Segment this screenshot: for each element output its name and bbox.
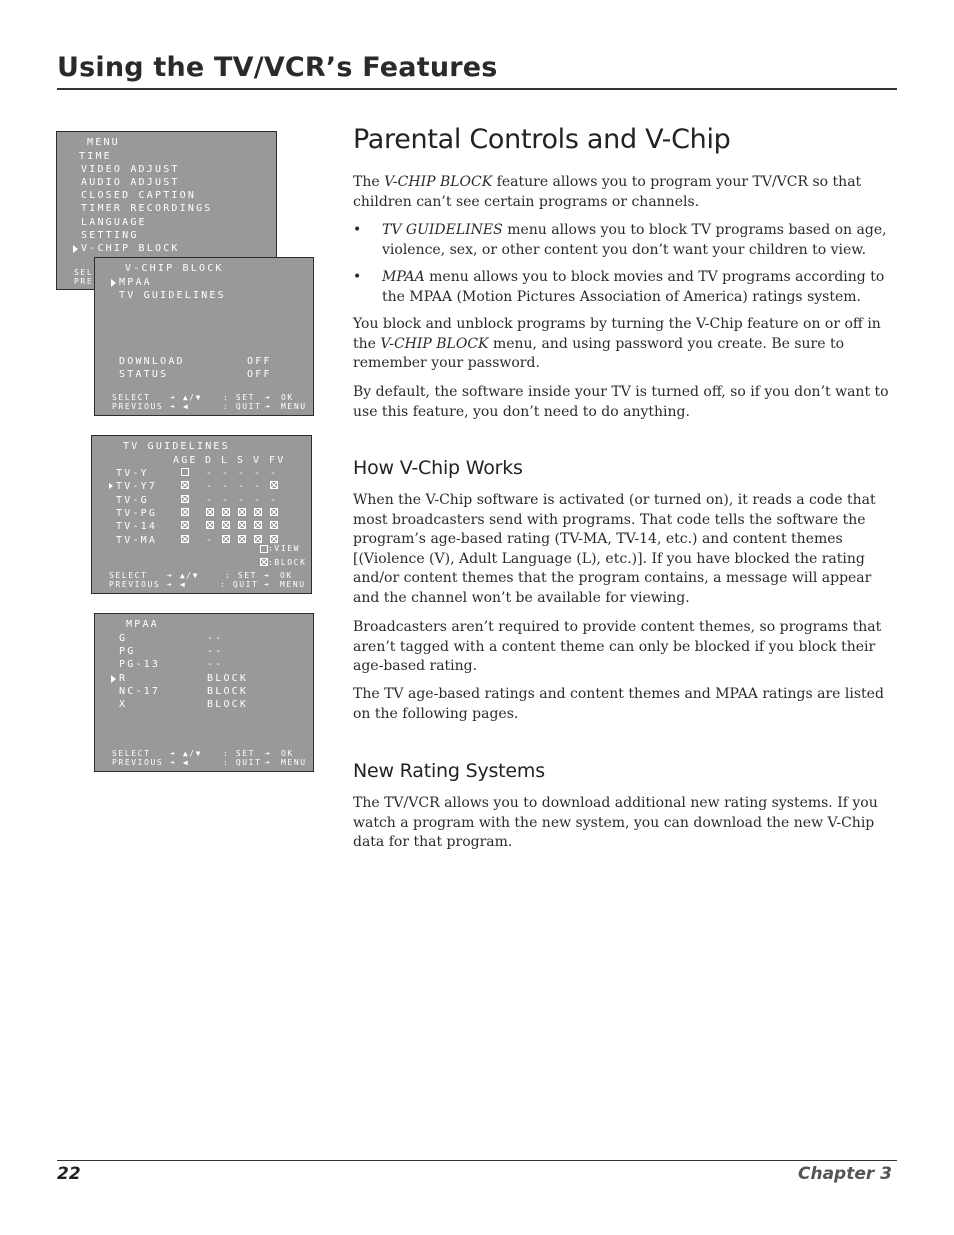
bullet-text-post: menu allows you to block movies and TV programs according to the MPAA (Motion Pictures Association of America) ratings system. (382, 269, 885, 305)
vchip-status-label: STATUS (119, 369, 169, 380)
foot-ok: OK (281, 749, 294, 758)
vchip-block-screen (94, 257, 314, 416)
intro-text-post: feature allows you to program your TV/VCR so that children can’t see certain programs or channels. (353, 174, 862, 210)
guidelines-col-l: L (221, 455, 230, 466)
foot-select: SELECT (112, 393, 151, 402)
mpaa-row-label: PG-13 (119, 659, 161, 671)
checkbox-box (181, 481, 189, 489)
foot-select-keys: ➔ ▲/▼ (167, 571, 200, 580)
checkbox-box (270, 481, 278, 489)
foot-previous: PREVIOUS (112, 402, 164, 411)
section-heading-new-rating-systems: New Rating Systems (353, 760, 545, 782)
bullet-emphasis: TV GUIDELINES (382, 222, 503, 238)
guidelines-title: TV GUIDELINES (123, 441, 230, 452)
block-checkbox-icon[interactable] (237, 508, 247, 520)
foot-set-arrow: ➔ (265, 749, 272, 758)
header-rule (57, 88, 897, 90)
view-checkbox-icon[interactable] (180, 468, 190, 480)
vchip-item-tv-guidelines: TV GUIDELINES (119, 290, 226, 301)
guidelines-row-label: TV-PG (116, 507, 158, 519)
foot-menu: MENU (281, 402, 307, 411)
block-checkbox-icon[interactable] (221, 535, 231, 547)
intro-emphasis: V-CHIP BLOCK (384, 174, 493, 190)
block-checkbox-icon[interactable] (237, 535, 247, 547)
menu-item-timer-recordings: TIMER RECORDINGS (81, 203, 213, 214)
vchip-title: V-CHIP BLOCK (125, 263, 224, 274)
guidelines-cell-na: - (253, 468, 263, 479)
password-paragraph (353, 315, 899, 374)
checkbox-box (181, 521, 189, 529)
foot-menu: MENU (281, 758, 307, 767)
page-number: 22 (57, 1164, 81, 1184)
foot-select-keys: ➔ ▲/▼ (170, 749, 203, 758)
checkbox-box (238, 508, 246, 516)
tv-guidelines-screen (91, 435, 312, 594)
guidelines-col-d: D (205, 455, 214, 466)
guidelines-cell-na: - (205, 468, 215, 479)
guidelines-cell-na: - (237, 481, 247, 493)
bullet-text (382, 268, 899, 307)
menu-item-setting: SETTING (81, 230, 139, 241)
bullet-dot: • (353, 269, 362, 285)
foot-set-arrow: ➔ (264, 571, 271, 580)
mpaa-row-value[interactable]: BLOCK (207, 672, 249, 684)
default-paragraph: By default, the software inside your TV is turned off, so if you don’t want to use this feature, you don’t need to do anything. (353, 384, 889, 420)
intro-text-pre: The (353, 174, 385, 190)
foot-menu: MENU (280, 580, 306, 589)
guidelines-row-label: TV-14 (116, 521, 158, 533)
block-checkbox-icon (260, 558, 268, 566)
guidelines-cell-na: - (205, 534, 215, 546)
block-checkbox-icon[interactable] (180, 521, 190, 533)
foot-quit: : QUIT (220, 580, 259, 589)
checkbox-box (181, 535, 189, 543)
block-checkbox-icon[interactable] (180, 508, 190, 520)
block-checkbox-icon[interactable] (253, 508, 263, 520)
checkbox-box (254, 535, 262, 543)
mpaa-row-label: PG (119, 646, 136, 658)
guidelines-cell-na: - (221, 494, 231, 506)
checkbox-box (222, 535, 230, 543)
vchip-download-label: DOWNLOAD (119, 356, 185, 367)
checkbox-box (270, 521, 278, 529)
guidelines-cell-na: - (205, 481, 215, 493)
guidelines-row-label: TV-Y (116, 468, 149, 479)
foot-set: : SET (223, 393, 256, 402)
checkbox-box (222, 521, 230, 529)
menu-item-video-adjust: VIDEO ADJUST (81, 164, 180, 175)
checkbox-box (222, 508, 230, 516)
checkbox-box (270, 508, 278, 516)
mpaa-title: MPAA (126, 619, 159, 630)
checkbox-box (206, 508, 214, 516)
block-checkbox-icon[interactable] (269, 481, 279, 493)
block-checkbox-icon[interactable] (221, 508, 231, 520)
menu-item-v-chip-block: V-CHIP BLOCK (81, 243, 180, 254)
checkbox-box (254, 521, 262, 529)
block-checkbox-icon[interactable] (205, 521, 215, 533)
new-ratings-paragraph: The TV/VCR allows you to download additional new rating systems. If you watch a program with the new system, you can download the new V-Chip data for that program. (353, 795, 878, 850)
foot-ok: OK (280, 571, 293, 580)
view-checkbox-icon (260, 545, 268, 553)
foot-ok: OK (281, 393, 294, 402)
page-header-title: Using the TV/VCR’s Features (57, 52, 498, 83)
vchip-download-value: OFF (247, 356, 272, 367)
checkbox-box (238, 535, 246, 543)
mpaa-screen (94, 613, 314, 772)
foot-select-keys: ➔ ▲/▼ (170, 393, 203, 402)
foot-quit-arrow: ➔ (265, 402, 272, 411)
block-checkbox-icon[interactable] (205, 508, 215, 520)
guidelines-cell-na: - (253, 494, 263, 506)
block-checkbox-icon[interactable] (180, 495, 190, 507)
guidelines-row-label: TV-MA (116, 534, 158, 546)
checkbox-box (181, 495, 189, 503)
bullet-mpaa (353, 268, 899, 307)
foot-set: : SET (225, 571, 258, 580)
foot-set-arrow: ➔ (265, 393, 272, 402)
how-vchip-paragraph: When the V-Chip software is activated (or turned on), it reads a code that most broadcasters send with programs. That code tells the software the program’s age-based rating (TV-MA, TV-14, etc.) and content themes [(Violence (V), Adult Language (L), etc.)]. If you have blocked the rating and/or content themes that the program contains, a message will appear and the channel won’t be available for viewing. (353, 492, 876, 606)
p2-emphasis: V-CHIP BLOCK (380, 335, 489, 352)
checkbox-box (238, 521, 246, 529)
foot-select: SELECT (109, 571, 148, 580)
foot-previous-keys: ➔ ◀ (170, 758, 190, 767)
guidelines-cell-na: - (269, 494, 279, 506)
mpaa-row-value[interactable]: BLOCK (207, 685, 249, 697)
bullet-tv-guidelines (353, 221, 899, 260)
foot-previous: PREVIOUS (109, 580, 161, 589)
menu-item-audio-adjust: AUDIO ADJUST (81, 177, 180, 188)
section-heading-how-vchip-works: How V-Chip Works (353, 457, 523, 479)
article-title: Parental Controls and V-Chip (353, 124, 731, 155)
selection-arrow-icon (109, 483, 113, 489)
guidelines-cell-na: - (237, 468, 247, 479)
mpaa-row-value[interactable]: BLOCK (207, 699, 249, 710)
foot-select: SELECT (112, 749, 151, 758)
foot-quit-arrow: ➔ (265, 758, 272, 767)
guidelines-col-fv: FV (269, 455, 286, 466)
block-checkbox-icon[interactable] (253, 521, 263, 533)
menu-title: MENU (87, 137, 120, 148)
bullet-text (382, 221, 899, 260)
intro-paragraph (353, 173, 899, 212)
guidelines-col-s: S (237, 455, 246, 466)
guidelines-cell-na: - (221, 468, 231, 479)
selection-arrow-icon (111, 279, 116, 287)
selection-arrow-icon (111, 675, 116, 683)
guidelines-row-label: TV-Y7 (116, 481, 158, 493)
guidelines-cell-na: - (269, 468, 279, 479)
menu-item-language: LANGUAGE (81, 217, 147, 228)
checkbox-box (270, 535, 278, 543)
bullet-dot: • (353, 222, 362, 238)
foot-quit-arrow: ➔ (264, 580, 271, 589)
foot-quit: : QUIT (223, 758, 262, 767)
checkbox-box (206, 521, 214, 529)
guidelines-cell-na: - (253, 481, 263, 493)
bullet-text-post: menu allows you to block TV programs based on age, violence, sex, or other content you don’t want your children to view. (382, 222, 887, 258)
mpaa-row-label: R (119, 672, 128, 684)
menu-foot-select: SEL (74, 268, 94, 277)
checkbox-box (181, 468, 189, 476)
foot-quit: : QUIT (223, 402, 262, 411)
block-checkbox-icon[interactable] (237, 521, 247, 533)
guidelines-cell-na: - (221, 481, 231, 493)
ratings-paragraph: The TV age-based ratings and content themes and MPAA ratings are listed on the following pages. (353, 686, 884, 722)
p2-text-post: menu, and using password you create. Be sure to remember your password. (353, 335, 845, 371)
mpaa-row-label: X (119, 699, 128, 710)
guidelines-cell-na: - (205, 494, 215, 506)
selection-arrow-icon (73, 245, 78, 253)
menu-item-time: TIME (79, 151, 112, 162)
guidelines-legend-block: :BLOCK (268, 558, 307, 567)
guidelines-col-age: AGE (173, 455, 198, 466)
checkbox-box (254, 508, 262, 516)
vchip-status-value: OFF (247, 369, 272, 380)
vchip-item-mpaa: MPAA (119, 277, 152, 288)
foot-previous-keys: ➔ ◀ (170, 402, 190, 411)
footer-rule (57, 1160, 897, 1161)
broadcasters-paragraph: Broadcasters aren’t required to provide content themes, so programs that aren’t tagged with a content theme can only be blocked if you block their age-based rating. (353, 619, 882, 674)
menu-foot-previous: PRE (74, 277, 94, 286)
guidelines-col-v: V (253, 455, 262, 466)
mpaa-row-value[interactable]: -- (207, 646, 224, 658)
foot-previous-keys: ➔ ◀ (167, 580, 187, 589)
block-checkbox-icon[interactable] (269, 521, 279, 533)
mpaa-row-value[interactable]: -- (207, 659, 224, 671)
menu-item-closed-caption: CLOSED CAPTION (81, 190, 197, 201)
mpaa-row-label: G (119, 633, 128, 644)
foot-set: : SET (223, 749, 256, 758)
p2-text-pre: You block and unblock programs by turning the V-Chip feature on or off in the (353, 316, 881, 352)
chapter-label: Chapter 3 (797, 1164, 892, 1184)
guidelines-legend-view: :VIEW (268, 544, 301, 553)
block-checkbox-icon[interactable] (269, 508, 279, 520)
checkbox-box (181, 508, 189, 516)
mpaa-row-value[interactable]: -- (207, 633, 224, 644)
guidelines-row-label: TV-G (116, 494, 149, 506)
block-checkbox-icon[interactable] (221, 521, 231, 533)
foot-previous: PREVIOUS (112, 758, 164, 767)
block-checkbox-icon[interactable] (180, 535, 190, 547)
mpaa-row-label: NC-17 (119, 685, 161, 697)
guidelines-cell-na: - (237, 494, 247, 506)
bullet-emphasis: MPAA (382, 269, 425, 285)
block-checkbox-icon[interactable] (180, 481, 190, 493)
